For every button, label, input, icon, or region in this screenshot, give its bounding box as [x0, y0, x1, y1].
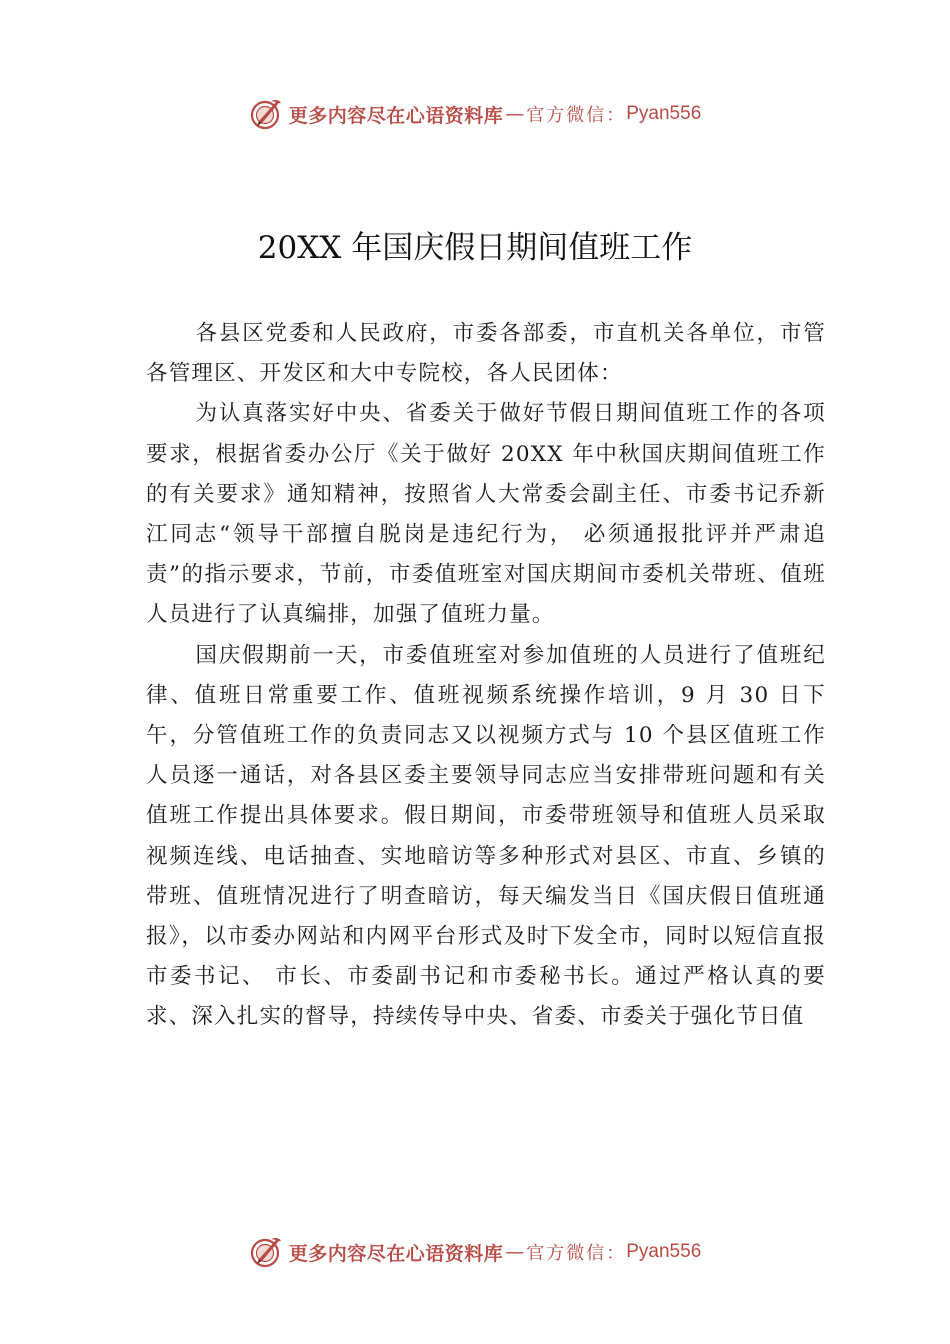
document-title: 20XX 年国庆假日期间值班工作	[257, 230, 693, 266]
promo-text: 更多内容尽在心语资料库	[288, 104, 504, 127]
quill-pen-logo-icon	[249, 1235, 283, 1269]
promo-text: 更多内容尽在心语资料库	[288, 1242, 504, 1265]
wechat-account: Pyan556	[626, 1241, 702, 1262]
document-body	[146, 314, 826, 1038]
footer-watermark-banner	[0, 1232, 950, 1272]
quill-pen-logo-icon	[249, 97, 283, 131]
body-paragraph: 为认真落实好中央、省委关于做好节假日期间值班工作的各项要求，根据省委办公厅《关于做好 20XX 年中秋国庆期间值班工作的有关要求》通知精神，按照省人大常委会副主任、市委书记乔新江同志“领导干部擅自脱岗是违纪行为， 必须通报批评并严肃追责”的指示要求，节前，市委值班室对国庆期间市委机关带班、值班人员进行了认真编排，加强了值班力量。	[146, 401, 826, 628]
body-paragraph: 国庆假期前一天，市委值班室对参加值班的人员进行了值班纪律、值班日常重要工作、值班视频系统操作培训，9 月 30 日下午，分管值班工作的负责同志又以视频方式与 10 个县区值班工作人员逐一通话，对各县区委主要领导同志应当安排带班问题和有关值班工作提出具体要求。假日期间，市委带班领导和值班人员采取视频连线、电话抽查、实地暗访等多种形式对县区、市直、乡镇的带班、值班情况进行了明查暗访，每天编发当日《国庆假日值班通报》，以市委办网站和内网平台形式及时下发全市，同时以短信直报市委书记、 市长、市委副书记和市委秘书长。通过严格认真的要求、深入扎实的督导，持续传导中央、省委、市委关于强化节日值	[146, 642, 826, 1030]
header-watermark-banner	[0, 94, 950, 134]
separator-dash: —	[505, 103, 525, 125]
wechat-account: Pyan556	[626, 103, 702, 124]
separator-dash: —	[505, 1241, 525, 1263]
wechat-label: 官方微信：	[526, 105, 627, 126]
salutation-paragraph: 各县区党委和人民政府，市委各部委，市直机关各单位，市管各管理区、开发区和大中专院校，各人民团体：	[146, 321, 826, 387]
wechat-label: 官方微信：	[526, 1243, 627, 1264]
